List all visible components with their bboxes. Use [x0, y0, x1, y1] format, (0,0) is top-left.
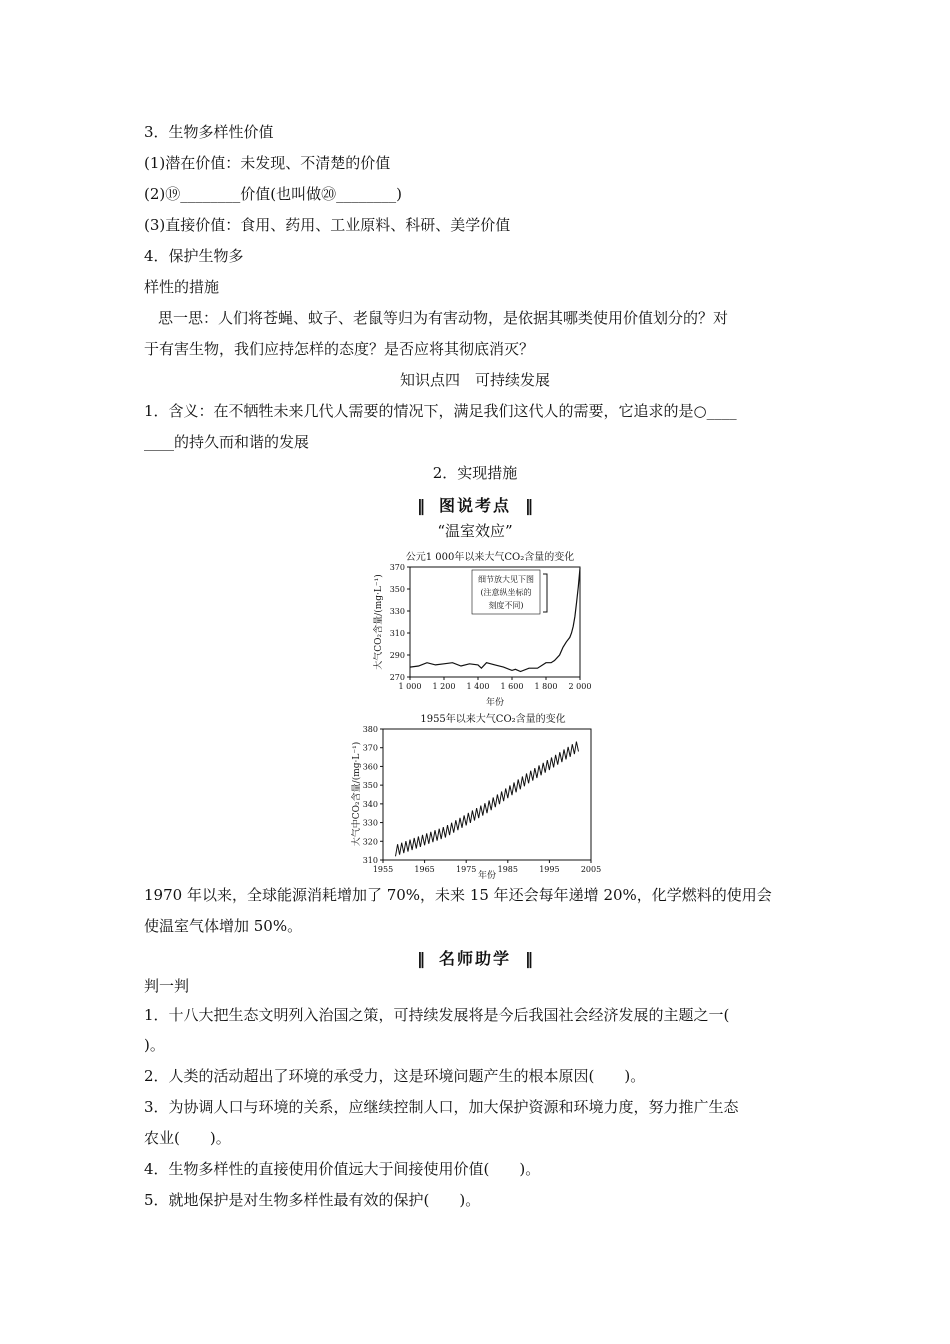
- chart-co2-since-1955: [345, 712, 605, 882]
- chart-co2-since-1000: [360, 548, 600, 708]
- judge-item-2: 2．人类的活动超出了环境的承受力，这是环境问题产生的根本原因( )。: [144, 1067, 646, 1085]
- chart2-series-line: [396, 742, 579, 857]
- chart1-title: 公元1 000年以来大气CO₂含量的变化: [405, 552, 575, 563]
- section-4-heading-cont: 样性的措施: [144, 278, 220, 296]
- chart1-x-tick-label: 1 000: [398, 682, 422, 691]
- measures-heading: 2．实现措施: [432, 464, 518, 482]
- chart2-y-tick-label: 320: [362, 837, 378, 847]
- chart2-x-tick-label: 1985: [497, 865, 518, 874]
- potential-value-line: (1)潜在价值：未发现、不清楚的价值: [144, 154, 391, 172]
- banner-right-bars: ‖: [525, 496, 533, 515]
- judge-heading: 判一判: [144, 977, 190, 995]
- chart2-x-tick-label: 1955: [372, 865, 394, 874]
- judge-item-5: 5．就地保护是对生物多样性最有效的保护( )。: [144, 1191, 481, 1209]
- chart1-x-axis-label: 年份: [485, 698, 505, 708]
- chart2-y-tick-label: 380: [362, 725, 378, 734]
- banner2-right-bars: ‖: [525, 949, 533, 968]
- definition-line: 1．含义：在不牺牲未来几代人需要的情况下，满足我们这代人的需要，它追求的是○____: [144, 402, 737, 420]
- chart2-y-tick-label: 310: [362, 856, 378, 865]
- chart1-y-axis-label: 大气CO₂含量/(mg·L⁻¹): [374, 574, 384, 670]
- chart2-x-tick-label: 1995: [539, 865, 560, 874]
- banner-left-bars: ‖: [416, 496, 425, 515]
- chart1-annotation-line-2: (注意纵坐标的: [480, 588, 532, 597]
- energy-paragraph: 1970 年以来，全球能源消耗增加了 70%，未来 15 年还会每年递增 20%，化学燃料的使用会: [144, 886, 772, 904]
- knowledge-point-4-title: 知识点四 可持续发展: [399, 371, 550, 389]
- figure-caption: “温室效应”: [437, 522, 513, 540]
- section-3-heading: 3．生物多样性价值: [144, 123, 274, 141]
- judge-item-3-cont: 农业( )。: [144, 1129, 231, 1147]
- energy-paragraph-cont: 使温室气体增加 50%。: [144, 917, 303, 935]
- definition-line-cont: ____的持久而和谐的发展: [144, 433, 310, 451]
- chart1-y-tick-label: 290: [389, 651, 405, 660]
- chart2-x-tick-label: 2005: [580, 865, 602, 874]
- chart1-annotation-bracket: [543, 574, 547, 612]
- chart2-y-tick-label: 360: [362, 762, 378, 772]
- chart1-x-tick-label: 2 000: [568, 682, 592, 691]
- chart2-title: 1955年以来大气CO₂含量的变化: [420, 714, 566, 725]
- chart2-x-axis-label: 年份: [477, 871, 497, 881]
- chart2-y-axis-label: 大气中CO₂含量/(mg·L⁻¹): [352, 741, 362, 847]
- chart2-y-tick-label: 330: [362, 818, 378, 828]
- banner-mingshi-zhuxue: [0, 946, 950, 969]
- chart1-annotation-line-3: 刻度不同): [488, 601, 524, 610]
- chart2-y-tick-label: 370: [362, 743, 378, 753]
- chart1-y-tick-label: 270: [389, 673, 405, 682]
- chart1-annotation-line-1: 细节放大见下图: [478, 575, 534, 584]
- chart1-y-tick-label: 330: [389, 607, 405, 616]
- chart1-y-tick-label: 370: [389, 563, 405, 572]
- banner-title: 图说考点: [438, 496, 511, 515]
- section-4-heading: 4．保护生物多: [144, 247, 244, 265]
- chart2-x-tick-label: 1975: [456, 865, 477, 874]
- judge-item-1: 1．十八大把生态文明列入治国之策，可持续发展将是今后我国社会经济发展的主题之一(: [144, 1006, 730, 1024]
- think-question-cont: 于有害生物，我们应持怎样的态度？是否应将其彻底消灭？: [144, 340, 535, 358]
- banner2-left-bars: ‖: [416, 949, 425, 968]
- direct-value-line: (3)直接价值：食用、药用、工业原料、科研、美学价值: [144, 216, 511, 234]
- chart2-x-tick-label: 1965: [414, 865, 435, 874]
- chart1-y-tick-label: 310: [389, 629, 405, 638]
- chart1-x-tick-label: 1 200: [432, 682, 456, 691]
- judge-item-1-cont: )。: [144, 1036, 165, 1054]
- judge-item-4: 4．生物多样性的直接使用价值远大于间接使用价值( )。: [144, 1160, 541, 1178]
- indirect-value-line: (2)⑲________价值(也叫做⑳________): [144, 185, 402, 203]
- chart1-x-tick-label: 1 800: [534, 682, 558, 691]
- chart1-y-tick-label: 350: [389, 585, 405, 594]
- judge-item-3: 3．为协调人口与环境的关系，应继续控制人口，加大保护资源和环境力度，努力推广生态: [144, 1098, 739, 1116]
- banner2-title: 名师助学: [438, 949, 511, 968]
- chart2-y-tick-label: 350: [362, 781, 378, 791]
- chart1-x-tick-label: 1 400: [466, 682, 490, 691]
- chart2-y-tick-label: 340: [362, 799, 378, 809]
- banner-tushuo-kaodian: [0, 493, 950, 516]
- chart1-x-tick-label: 1 600: [500, 682, 524, 691]
- think-question: 思一思：人们将苍蝇、蚊子、老鼠等归为有害动物，是依据其哪类使用价值划分的？对: [158, 309, 729, 327]
